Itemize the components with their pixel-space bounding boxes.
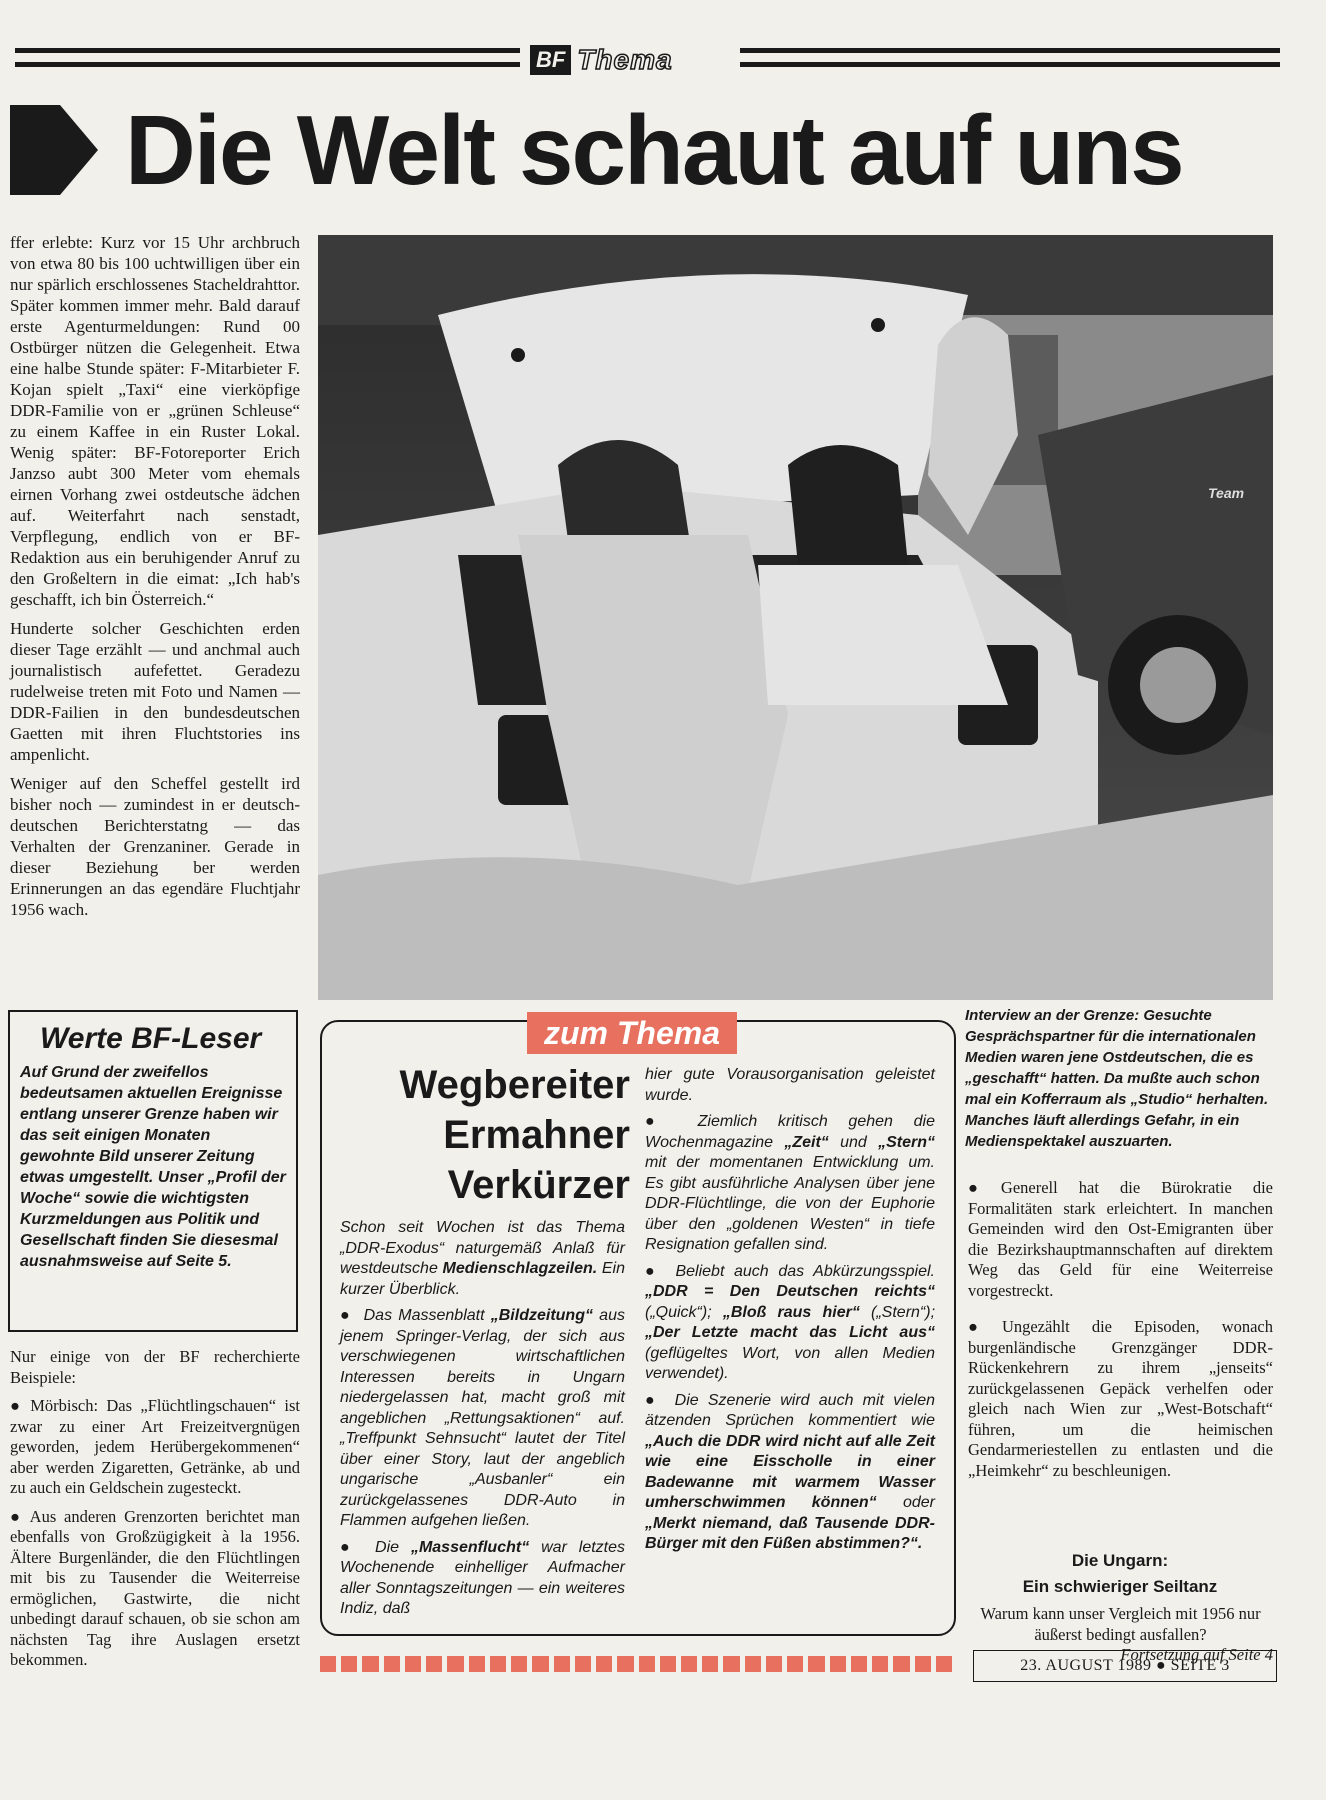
left-column-bottom	[10, 1347, 300, 1679]
subhead	[965, 1548, 1275, 1600]
photo-caption: Interview an der Grenze: Gesuchte Gesprächspartner für die internationalen Medien waren jene Ostdeutschen, die es „geschafft“ hatten. Da mußte auch schon mal ein Kofferraum als „Studio“ herhalten. Manches läuft allerdings Gefahr, in ein Medienspektakel auszuarten.	[965, 1007, 1269, 1150]
left-column-top	[10, 232, 300, 928]
bullet-paragraph: ● Beliebt auch das Abkürzungsspiel. „DDR = Den Deutschen reichts“ („Quick“); „Bloß raus hier“ („Stern“); „Der Letzte macht das Licht aus“ (geflügeltes Wort, von allen Medien verwendet).	[645, 1262, 935, 1385]
news-photo	[318, 235, 1273, 1000]
bullet-paragraph: ● Das Massenblatt „Bildzeitung“ aus jenem Springer-Verlag, der sich aus verschwiegenen wirtschaftlichen Interessen bereits in Ungarn niedergelassen hat, macht groß mit angeblichen „Rettungsaktionen“ auf. „Treffpunkt Sehnsucht“ lautet der Titel über einer Story, laut der angeblich ungarische „Ausbanler“ ein zurückgelassenes DDR-Auto in Flammen aufgehen ließen.	[340, 1306, 625, 1532]
bf-logo: BF	[530, 45, 571, 75]
top-rule-left-2	[15, 62, 520, 67]
headline-line: Ermahner	[443, 1113, 630, 1157]
paragraph: Warum kann unser Vergleich mit 1956 nur äußerst bedingt ausfallen?	[980, 1604, 1261, 1644]
bullet-paragraph: ● Mörbisch: Das „Flüchtlingschauen“ ist zwar zu einer Art Freizeitvergnügen geworden, jedem Herübergekommenen“ aber werden Zigaretten, Getränke, ab und zu auch ein Geldschein zugesteckt.	[10, 1396, 300, 1499]
zum-thema-col1	[340, 1218, 625, 1620]
reader-notice-text: Auf Grund der zweifellos bedeutsamen aktuellen Ereignisse entlang unserer Grenze haben wir das seit einigen Monaten gewohnte Bild unserer Zeitung etwas umgestellt. Unser „Profil der Woche“ sowie die wichtigsten Kurzmeldungen aus Politik und Gesellschaft finden Sie diesesmal ausnahmsweise auf Seite 5.	[20, 1064, 286, 1270]
arrow-icon	[10, 100, 100, 200]
top-rule-left-1	[15, 48, 520, 53]
paragraph: Nur einige von der BF recherchierte Beispiele:	[10, 1347, 300, 1387]
bullet-paragraph: ● Ungezählt die Episoden, wonach burgenländische Grenzgänger DDR-Rückenkehrern zu ihrem „jenseits“ zurückgelassenen Gepäck verhelfen oder gleich nach Wien zur „West-Botschaft“ führen, um die heimischen Gendarmeriestellen zu entlasten und die „Heimkehr“ zu beschleunigen.	[968, 1317, 1273, 1481]
reader-notice-box	[8, 1010, 298, 1332]
top-rule-right-2	[740, 62, 1280, 67]
thema-label: Thema	[577, 44, 673, 75]
bullet-paragraph: ● Ziemlich kritisch gehen die Wochenmagazine „Zeit“ und „Stern“ mit der momentanen Entwicklung um. Es gibt ausführliche Analysen über jene DDR-Flüchtlinge, die von der Euphorie über den „goldenen Westen“ in tiefe Resignation gefallen sind.	[645, 1112, 935, 1256]
paragraph: Hunderte solcher Geschichten erden dieser Tage erzählt — und anchmal auch journalistisch aufefettet. Geradezu rudelweise treten mit Foto und Namen — DDR-Failien in den bundesdeutschen Gaetten mit ihren Fluchtstories ins ampenlicht.	[10, 619, 300, 764]
photo-illustration	[318, 235, 1273, 1000]
subhead-line: Die Ungarn:	[1071, 1551, 1169, 1570]
paragraph: ffer erlebte: Kurz vor 15 Uhr archbruch von etwa 80 bis 100 uchtwilligen über ein nur spärlich erschlossenes Stacheldrahttor. Später kommen immer mehr. Bald darauf erste Agenturmeldungen: Rund 00 Ostbürger nützen die Gelegenheit. Etwa eine halbe Stunde später: F-Mitarbieter F. Kojan spielt „Taxi“ eine vierköpfige DDR-Familie von er „grünen Schleuse“ zu einem Kaffee in ein Ruster Lokal. Wenig später: BF-Fotoreporter Erich Janzso aubt 300 Meter vom ehemals eirnen Vorhang zwei ostdeutsche ädchen auf. Weiterfahrt nach senstadt, Verpflegung, endlich von er BF-Redaktion aus ein beruhigender Anruf zu den Großeltern in die eimat: „Ich hab's geschafft, ich bin Österreich.“	[10, 233, 300, 609]
headline-line: Verkürzer	[447, 1163, 630, 1207]
bullet-paragraph: ● Aus anderen Grenzorten berichtet man ebenfalls von Großzügigkeit à la 1956. Ältere Burgenländer, die den Flüchtlingen mit bis zu Tausender die Weiterreise ermöglichen, Gastwirte, die nicht unbedingt darauf schauen, ob sie schon am nächsten Tag ihre Auslagen ersetzt bekommen.	[10, 1507, 300, 1671]
subhead-line: Ein schwieriger Seiltanz	[1022, 1577, 1218, 1596]
bullet-paragraph: ● Die „Massenflucht“ war letztes Wochenende einhelliger Aufmacher aller Sonntagszeitungen — ein weiteres Indiz, daß	[340, 1538, 625, 1620]
bullet-paragraph: ● Generell hat die Bürokratie die Formalitäten stark erleichtert. In manchen Gemeinden wird den Ost-Emigranten über die Bezirkshauptmannschaften auf direktem Weg das Geld für eine Weiterreise vorgestreckt.	[968, 1178, 1273, 1301]
zum-thema-label: zum Thema	[527, 1012, 737, 1054]
red-divider-bar	[320, 1656, 952, 1672]
top-rule-right-1	[740, 48, 1280, 53]
plate-text: Team	[1208, 485, 1245, 501]
headline-line: Wegbereiter	[399, 1063, 630, 1107]
zum-thema-col2	[645, 1065, 935, 1555]
dateline: 23. AUGUST 1989 ● SEITE 3	[973, 1650, 1277, 1682]
section-kicker	[530, 43, 730, 77]
bullet-paragraph: ● Die Szenerie wird auch mit vielen ätzenden Sprüchen kommentiert wie „Auch die DDR wird nicht auf alle Zeit wie eine Eisscholle in einer Badewanne mit warmem Wasser umherschwimmen können“ oder „Merkt niemand, daß Tausende DDR-Bürger mit den Füßen abstimmen?“.	[645, 1391, 935, 1555]
paragraph: hier gute Vorausorganisation geleistet wurde.	[645, 1066, 935, 1104]
zum-thema-headline	[390, 1060, 630, 1210]
continuation-note: Fortsetzung auf Seite 4	[1120, 1645, 1273, 1664]
paragraph: Weniger auf den Scheffel gestellt ird bisher noch — zumindest in er deutsch-deutschen Berichterstatng — das Verhalten der Grenzaniner. Gerade in dieser Beziehung ber werden Erinnerungen an das egendäre Fluchtjahr 1956 wach.	[10, 774, 300, 919]
right-column	[968, 1178, 1273, 1489]
headline: Die Welt schaut auf uns	[125, 95, 1183, 205]
reader-notice-title: Werte BF-Leser	[40, 1022, 262, 1055]
paragraph: Schon seit Wochen ist das Thema „DDR-Exodus“ naturgemäß Anlaß für westdeutsche Medienschlagzeilen. Ein kurzer Überblick.	[340, 1219, 625, 1298]
